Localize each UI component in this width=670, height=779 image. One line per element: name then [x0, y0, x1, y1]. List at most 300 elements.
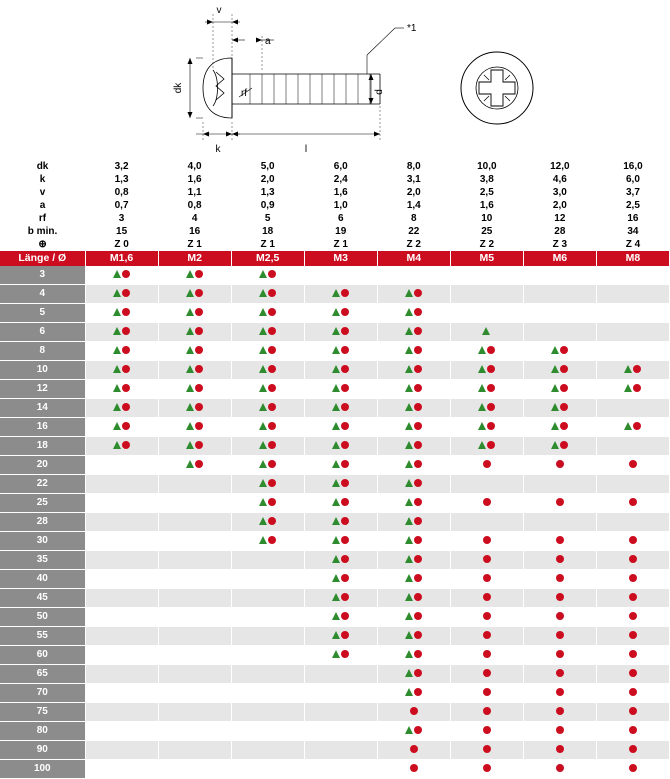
availability-marks [186, 384, 203, 394]
availability-cell[interactable] [158, 760, 231, 779]
availability-cell[interactable] [85, 437, 158, 456]
availability-cell[interactable] [596, 456, 669, 475]
availability-cell[interactable] [158, 342, 231, 361]
triangle-marker-icon [113, 308, 121, 316]
spec-value: 12,0 [523, 160, 596, 173]
circle-marker-icon [195, 346, 203, 354]
availability-cell[interactable] [231, 608, 304, 627]
availability-cell[interactable] [450, 570, 523, 589]
availability-cell[interactable] [450, 475, 523, 494]
triangle-marker-icon [332, 460, 340, 468]
availability-cell[interactable] [596, 589, 669, 608]
table-row [0, 361, 670, 380]
availability-cell[interactable] [450, 646, 523, 665]
availability-cell[interactable] [523, 513, 596, 532]
availability-cell[interactable] [85, 342, 158, 361]
availability-cell[interactable] [158, 418, 231, 437]
availability-cell[interactable] [85, 608, 158, 627]
availability-cell[interactable] [231, 361, 304, 380]
availability-cell[interactable] [450, 608, 523, 627]
availability-cell[interactable] [596, 608, 669, 627]
availability-cell[interactable] [377, 266, 450, 285]
availability-marks [332, 308, 349, 318]
availability-marks [186, 460, 203, 470]
drawing-label-k: k [215, 144, 221, 155]
availability-cell[interactable] [377, 437, 450, 456]
availability-cell[interactable] [450, 760, 523, 779]
triangle-marker-icon [551, 403, 559, 411]
availability-cell[interactable] [85, 532, 158, 551]
availability-cell[interactable] [450, 380, 523, 399]
availability-cell[interactable] [377, 665, 450, 684]
availability-cell[interactable] [596, 323, 669, 342]
availability-cell[interactable] [158, 380, 231, 399]
availability-cell[interactable] [158, 684, 231, 703]
availability-cell[interactable] [304, 589, 377, 608]
availability-cell[interactable] [377, 570, 450, 589]
availability-cell[interactable] [85, 285, 158, 304]
triangle-marker-icon [332, 384, 340, 392]
circle-marker-icon [483, 764, 491, 772]
availability-cell[interactable] [377, 741, 450, 760]
triangle-marker-icon [186, 384, 194, 392]
availability-cell[interactable] [231, 304, 304, 323]
availability-cell[interactable] [85, 665, 158, 684]
availability-cell[interactable] [523, 665, 596, 684]
availability-cell[interactable] [377, 627, 450, 646]
availability-cell[interactable] [523, 380, 596, 399]
availability-cell[interactable] [85, 760, 158, 779]
availability-marks [483, 745, 491, 755]
availability-cell[interactable] [596, 285, 669, 304]
availability-cell[interactable] [596, 475, 669, 494]
spec-row [0, 186, 670, 199]
circle-marker-icon [341, 479, 349, 487]
availability-cell[interactable] [304, 665, 377, 684]
availability-cell[interactable] [231, 570, 304, 589]
availability-cell[interactable] [231, 741, 304, 760]
availability-cell[interactable] [523, 475, 596, 494]
availability-cell[interactable] [523, 760, 596, 779]
availability-cell[interactable] [158, 722, 231, 741]
availability-cell[interactable] [523, 494, 596, 513]
availability-marks [259, 441, 276, 451]
availability-cell[interactable] [596, 551, 669, 570]
availability-cell[interactable] [450, 722, 523, 741]
availability-cell[interactable] [158, 741, 231, 760]
triangle-marker-icon [259, 308, 267, 316]
availability-cell[interactable] [85, 494, 158, 513]
availability-marks [332, 460, 349, 470]
availability-cell[interactable] [450, 304, 523, 323]
availability-cell[interactable] [231, 285, 304, 304]
row-length-label: 14 [0, 399, 85, 418]
availability-cell[interactable] [158, 399, 231, 418]
circle-marker-icon [195, 308, 203, 316]
circle-marker-icon [410, 764, 418, 772]
circle-marker-icon [629, 688, 637, 696]
availability-cell[interactable] [377, 722, 450, 741]
triangle-marker-icon [113, 403, 121, 411]
circle-marker-icon [556, 669, 564, 677]
circle-marker-icon [629, 650, 637, 658]
availability-cell[interactable] [377, 760, 450, 779]
availability-cell[interactable] [596, 570, 669, 589]
circle-marker-icon [629, 574, 637, 582]
availability-cell[interactable] [596, 342, 669, 361]
availability-cell[interactable] [304, 684, 377, 703]
availability-cell[interactable] [377, 342, 450, 361]
availability-cell[interactable] [596, 684, 669, 703]
availability-cell[interactable] [450, 684, 523, 703]
availability-cell[interactable] [450, 513, 523, 532]
row-length-label: 90 [0, 741, 85, 760]
circle-marker-icon [487, 403, 495, 411]
availability-marks [624, 422, 641, 432]
availability-marks [405, 650, 422, 660]
availability-cell[interactable] [304, 513, 377, 532]
availability-cell[interactable] [158, 456, 231, 475]
availability-cell[interactable] [523, 361, 596, 380]
availability-cell[interactable] [450, 399, 523, 418]
availability-cell[interactable] [231, 703, 304, 722]
availability-cell[interactable] [596, 399, 669, 418]
triangle-marker-icon [113, 365, 121, 373]
availability-cell[interactable] [85, 456, 158, 475]
availability-cell[interactable] [304, 266, 377, 285]
availability-cell[interactable] [304, 760, 377, 779]
availability-marks [483, 669, 491, 679]
availability-cell[interactable] [304, 551, 377, 570]
circle-marker-icon [483, 536, 491, 544]
circle-marker-icon [483, 745, 491, 753]
availability-cell[interactable] [377, 304, 450, 323]
triangle-marker-icon [259, 403, 267, 411]
availability-cell[interactable] [450, 532, 523, 551]
availability-cell[interactable] [450, 703, 523, 722]
availability-cell[interactable] [377, 589, 450, 608]
availability-cell[interactable] [377, 456, 450, 475]
availability-cell[interactable] [523, 437, 596, 456]
availability-cell[interactable] [231, 418, 304, 437]
availability-cell[interactable] [231, 323, 304, 342]
availability-cell[interactable] [85, 513, 158, 532]
availability-cell[interactable] [304, 342, 377, 361]
circle-marker-icon [341, 555, 349, 563]
availability-cell[interactable] [304, 494, 377, 513]
spec-value: 0,9 [231, 199, 304, 212]
availability-cell[interactable] [158, 475, 231, 494]
availability-cell[interactable] [523, 266, 596, 285]
availability-cell[interactable] [450, 494, 523, 513]
availability-cell[interactable] [523, 456, 596, 475]
circle-marker-icon [633, 422, 641, 430]
availability-cell[interactable] [523, 399, 596, 418]
availability-cell[interactable] [377, 513, 450, 532]
availability-cell[interactable] [85, 627, 158, 646]
availability-cell[interactable] [158, 703, 231, 722]
availability-cell[interactable] [377, 285, 450, 304]
availability-cell[interactable] [85, 475, 158, 494]
triangle-marker-icon [478, 384, 486, 392]
availability-cell[interactable] [231, 475, 304, 494]
availability-cell[interactable] [450, 266, 523, 285]
availability-cell[interactable] [450, 437, 523, 456]
availability-cell[interactable] [85, 418, 158, 437]
availability-cell[interactable] [304, 456, 377, 475]
availability-cell[interactable] [85, 570, 158, 589]
availability-cell[interactable] [377, 532, 450, 551]
availability-cell[interactable] [85, 361, 158, 380]
availability-marks [629, 707, 637, 717]
availability-cell[interactable] [377, 684, 450, 703]
availability-cell[interactable] [523, 722, 596, 741]
triangle-marker-icon [478, 441, 486, 449]
availability-cell[interactable] [158, 513, 231, 532]
header-column-m2: M2 [158, 251, 231, 266]
availability-cell[interactable] [304, 380, 377, 399]
availability-cell[interactable] [596, 513, 669, 532]
availability-cell[interactable] [523, 418, 596, 437]
table-row [0, 760, 670, 779]
availability-cell[interactable] [158, 304, 231, 323]
availability-cell[interactable] [596, 494, 669, 513]
availability-cell[interactable] [158, 361, 231, 380]
availability-cell[interactable] [450, 456, 523, 475]
availability-cell[interactable] [377, 323, 450, 342]
availability-cell[interactable] [304, 646, 377, 665]
availability-cell[interactable] [304, 532, 377, 551]
availability-cell[interactable] [377, 418, 450, 437]
availability-marks [405, 631, 422, 641]
availability-cell[interactable] [304, 361, 377, 380]
availability-cell[interactable] [596, 418, 669, 437]
availability-cell[interactable] [377, 399, 450, 418]
availability-cell[interactable] [158, 646, 231, 665]
availability-cell[interactable] [523, 589, 596, 608]
availability-cell[interactable] [231, 532, 304, 551]
availability-cell[interactable] [231, 494, 304, 513]
availability-cell[interactable] [450, 361, 523, 380]
circle-marker-icon [122, 384, 130, 392]
availability-cell[interactable] [231, 513, 304, 532]
availability-cell[interactable] [596, 532, 669, 551]
availability-cell[interactable] [596, 437, 669, 456]
circle-marker-icon [414, 498, 422, 506]
availability-cell[interactable] [158, 323, 231, 342]
availability-cell[interactable] [377, 703, 450, 722]
triangle-marker-icon [405, 289, 413, 297]
availability-cell[interactable] [596, 665, 669, 684]
triangle-marker-icon [332, 441, 340, 449]
triangle-marker-icon [478, 365, 486, 373]
availability-cell[interactable] [304, 285, 377, 304]
availability-cell[interactable] [523, 703, 596, 722]
circle-marker-icon [487, 422, 495, 430]
availability-cell[interactable] [85, 380, 158, 399]
availability-cell[interactable] [304, 703, 377, 722]
availability-cell[interactable] [304, 627, 377, 646]
triangle-marker-icon [186, 403, 194, 411]
availability-cell[interactable] [158, 494, 231, 513]
triangle-marker-icon [405, 498, 413, 506]
availability-cell[interactable] [85, 399, 158, 418]
availability-marks [259, 289, 276, 299]
availability-cell[interactable] [85, 266, 158, 285]
availability-marks [482, 327, 491, 337]
availability-cell[interactable] [85, 323, 158, 342]
availability-cell[interactable] [450, 627, 523, 646]
availability-cell[interactable] [158, 532, 231, 551]
availability-cell[interactable] [231, 551, 304, 570]
triangle-marker-icon [332, 346, 340, 354]
availability-cell[interactable] [450, 589, 523, 608]
availability-cell[interactable] [304, 418, 377, 437]
availability-cell[interactable] [85, 703, 158, 722]
row-length-label: 3 [0, 266, 85, 285]
circle-marker-icon [341, 536, 349, 544]
spec-value: Z 2 [377, 238, 450, 251]
availability-cell[interactable] [377, 361, 450, 380]
circle-marker-icon [629, 726, 637, 734]
availability-cell[interactable] [231, 665, 304, 684]
dimension-table [0, 160, 670, 779]
availability-cell[interactable] [450, 323, 523, 342]
table-row [0, 418, 670, 437]
availability-cell[interactable] [85, 646, 158, 665]
availability-cell[interactable] [85, 589, 158, 608]
availability-cell[interactable] [231, 437, 304, 456]
availability-marks [556, 612, 564, 622]
availability-cell[interactable] [231, 627, 304, 646]
availability-cell[interactable] [231, 684, 304, 703]
availability-cell[interactable] [596, 646, 669, 665]
spec-row-label: b min. [0, 225, 85, 238]
availability-cell[interactable] [596, 741, 669, 760]
availability-cell[interactable] [304, 722, 377, 741]
availability-cell[interactable] [158, 285, 231, 304]
row-length-label: 80 [0, 722, 85, 741]
availability-cell[interactable] [158, 437, 231, 456]
availability-cell[interactable] [523, 741, 596, 760]
availability-cell[interactable] [158, 665, 231, 684]
availability-cell[interactable] [85, 722, 158, 741]
availability-marks [186, 270, 203, 280]
availability-cell[interactable] [158, 608, 231, 627]
circle-marker-icon [483, 593, 491, 601]
availability-cell[interactable] [304, 741, 377, 760]
availability-marks [186, 327, 203, 337]
spec-value: 28 [523, 225, 596, 238]
availability-cell[interactable] [231, 760, 304, 779]
availability-cell[interactable] [304, 323, 377, 342]
availability-marks [332, 574, 349, 584]
triangle-marker-icon [551, 441, 559, 449]
row-length-label: 5 [0, 304, 85, 323]
availability-cell[interactable] [304, 608, 377, 627]
availability-cell[interactable] [304, 475, 377, 494]
availability-cell[interactable] [85, 551, 158, 570]
availability-cell[interactable] [377, 551, 450, 570]
spec-value: 8 [377, 212, 450, 225]
availability-cell[interactable] [596, 361, 669, 380]
availability-cell[interactable] [450, 285, 523, 304]
availability-cell[interactable] [377, 475, 450, 494]
availability-cell[interactable] [231, 266, 304, 285]
availability-cell[interactable] [85, 684, 158, 703]
availability-cell[interactable] [596, 266, 669, 285]
availability-cell[interactable] [231, 722, 304, 741]
availability-cell[interactable] [231, 399, 304, 418]
availability-cell[interactable] [377, 646, 450, 665]
availability-cell[interactable] [523, 608, 596, 627]
availability-cell[interactable] [231, 646, 304, 665]
availability-cell[interactable] [450, 741, 523, 760]
availability-cell[interactable] [523, 646, 596, 665]
spec-row-label: k [0, 173, 85, 186]
availability-cell[interactable] [596, 627, 669, 646]
circle-marker-icon [414, 688, 422, 696]
availability-cell[interactable] [158, 551, 231, 570]
availability-cell[interactable] [231, 456, 304, 475]
availability-cell[interactable] [158, 589, 231, 608]
availability-cell[interactable] [523, 551, 596, 570]
availability-cell[interactable] [158, 627, 231, 646]
availability-cell[interactable] [596, 722, 669, 741]
circle-marker-icon [268, 270, 276, 278]
availability-cell[interactable] [377, 494, 450, 513]
availability-cell[interactable] [523, 304, 596, 323]
availability-cell[interactable] [523, 342, 596, 361]
triangle-marker-icon [332, 498, 340, 506]
availability-cell[interactable] [158, 570, 231, 589]
availability-cell[interactable] [304, 570, 377, 589]
availability-cell[interactable] [450, 665, 523, 684]
availability-cell[interactable] [85, 741, 158, 760]
availability-cell[interactable] [377, 380, 450, 399]
spec-value: 10 [450, 212, 523, 225]
availability-cell[interactable] [596, 304, 669, 323]
availability-cell[interactable] [523, 627, 596, 646]
availability-cell[interactable] [231, 380, 304, 399]
availability-cell[interactable] [523, 684, 596, 703]
availability-cell[interactable] [450, 342, 523, 361]
row-length-label: 12 [0, 380, 85, 399]
availability-cell[interactable] [304, 399, 377, 418]
availability-cell[interactable] [523, 570, 596, 589]
availability-cell[interactable] [596, 703, 669, 722]
availability-cell[interactable] [158, 266, 231, 285]
spec-row [0, 225, 670, 238]
table-row [0, 665, 670, 684]
availability-cell[interactable] [304, 437, 377, 456]
availability-cell[interactable] [523, 285, 596, 304]
availability-cell[interactable] [450, 418, 523, 437]
availability-cell[interactable] [85, 304, 158, 323]
availability-cell[interactable] [450, 551, 523, 570]
availability-cell[interactable] [596, 760, 669, 779]
availability-cell[interactable] [523, 323, 596, 342]
availability-cell[interactable] [596, 380, 669, 399]
availability-cell[interactable] [304, 304, 377, 323]
availability-cell[interactable] [377, 608, 450, 627]
circle-marker-icon [195, 384, 203, 392]
availability-cell[interactable] [231, 342, 304, 361]
availability-cell[interactable] [523, 532, 596, 551]
availability-marks [332, 631, 349, 641]
availability-cell[interactable] [231, 589, 304, 608]
availability-marks [410, 707, 418, 717]
